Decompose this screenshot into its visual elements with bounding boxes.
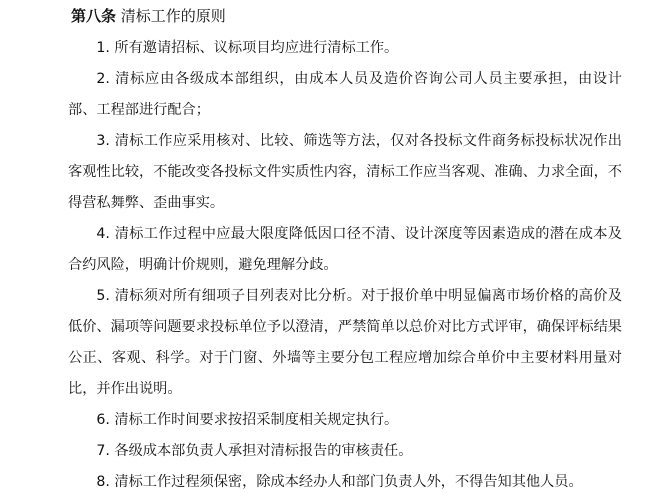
article-heading [71,5,226,27]
paragraph-1: 1. 所有邀请招标、议标项目均应进行清标工作。 [96,40,399,56]
article-number: 第八条 [71,7,117,25]
paragraph-8: 8. 清标工作过程须保密，除成本经办人和部门负责人外，不得告知其他人员。 [96,474,583,490]
article-title: 清标工作的原则 [120,7,226,25]
paragraph-6: 6. 清标工作时间要求按招采制度相关规定执行。 [96,412,399,428]
paragraph-4: 4. 清标工作过程中应最大限度降低因口径不清、设计深度等因素造成的潜在成本及合约风险，明确计价规则，避免理解分歧。 [68,226,622,273]
paragraph-2: 2. 清标应由各级成本部组织，由成本人员及造价咨询公司人员主要承担，由设计部、工程部进行配合； [68,71,622,118]
paragraph-5: 5. 清标须对所有细项子目列表对比分析。对于报价单中明显偏离市场价格的高价及低价、漏项等问题要求投标单位予以澄清，严禁简单以总价对比方式评审，确保评标结果公正、客观、科学。对于门窗、外墙等主要分包工程应增加综合单价中主要材料用量对比，并作出说明。 [68,288,622,397]
paragraph-7: 7. 各级成本部负责人承担对清标报告的审核责任。 [96,443,413,459]
paragraph-3: 3. 清标工作应采用核对、比较、筛选等方法，仅对各投标文件商务标投标状况作出客观性比较，不能改变各投标文件实质性内容，清标工作应当客观、准确、力求全面，不得营私舞弊、歪曲事实。 [68,133,622,211]
